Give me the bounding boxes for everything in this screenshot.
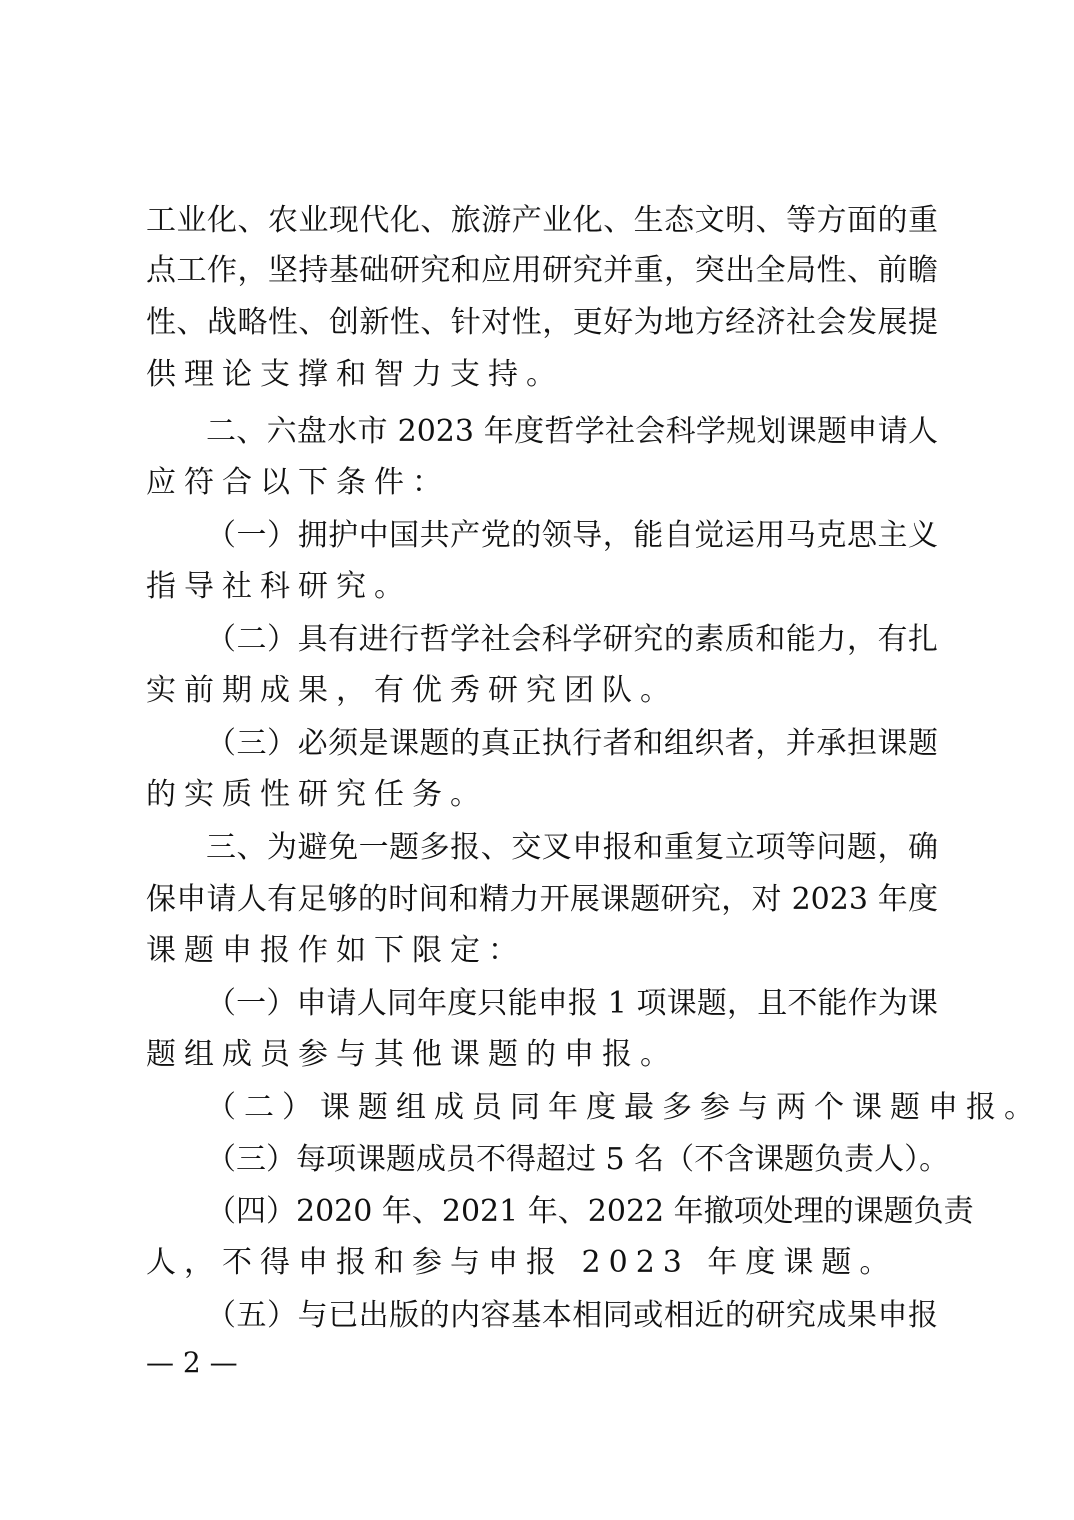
list-item-line: （二）课题组成员同年度最多参与两个课题申报。 [206,1090,1042,1125]
list-item-line: （三）必须是课题的真正执行者和组织者，并承担课题 [206,726,938,761]
page-number: — 2 — [146,1346,238,1379]
body-text-line: 性、战略性、创新性、针对性，更好为地方经济社会发展提 [146,305,938,340]
list-item-line: （四）2020 年、2021 年、2022 年撤项处理的课题负责 [206,1194,974,1229]
body-text-line: 点工作，坚持基础研究和应用研究并重，突出全局性、前瞻 [146,253,938,288]
list-item-line: （三）每项课题成员不得超过 5 名（不含课题负责人）。 [206,1142,950,1177]
body-text-line: 工业化、农业现代化、旅游产业化、生态文明、等方面的重 [146,203,938,238]
list-item-line: 实前期成果，有优秀研究团队。 [146,673,678,708]
list-item-line: （一）拥护中国共产党的领导，能自觉运用马克思主义 [206,518,938,553]
section-heading-line: 三、为避免一题多报、交叉申报和重复立项等问题，确 [206,830,938,865]
list-item-line: 指导社科研究。 [146,569,412,604]
list-item-line: （二）具有进行哲学社会科学研究的素质和能力，有扎 [206,622,938,657]
section-heading-line: 二、六盘水市 2023 年度哲学社会科学规划课题申请人 [206,414,938,449]
section-heading-line: 应符合以下条件： [146,465,450,500]
list-item-line: 的实质性研究任务。 [146,777,488,812]
list-item-line: （一）申请人同年度只能申报 1 项课题，且不能作为课 [206,986,938,1021]
body-text-line: 保申请人有足够的时间和精力开展课题研究，对 2023 年度 [146,882,938,917]
list-item-line: 题组成员参与其他课题的申报。 [146,1037,678,1072]
body-text-line: 供理论支撑和智力支持。 [146,357,564,392]
list-item-line: （五）与已出版的内容基本相同或相近的研究成果申报 [206,1298,938,1333]
list-item-line: 人，不得申报和参与申报 2023 年度课题。 [146,1245,898,1280]
body-text-line: 课题申报作如下限定： [146,933,526,968]
